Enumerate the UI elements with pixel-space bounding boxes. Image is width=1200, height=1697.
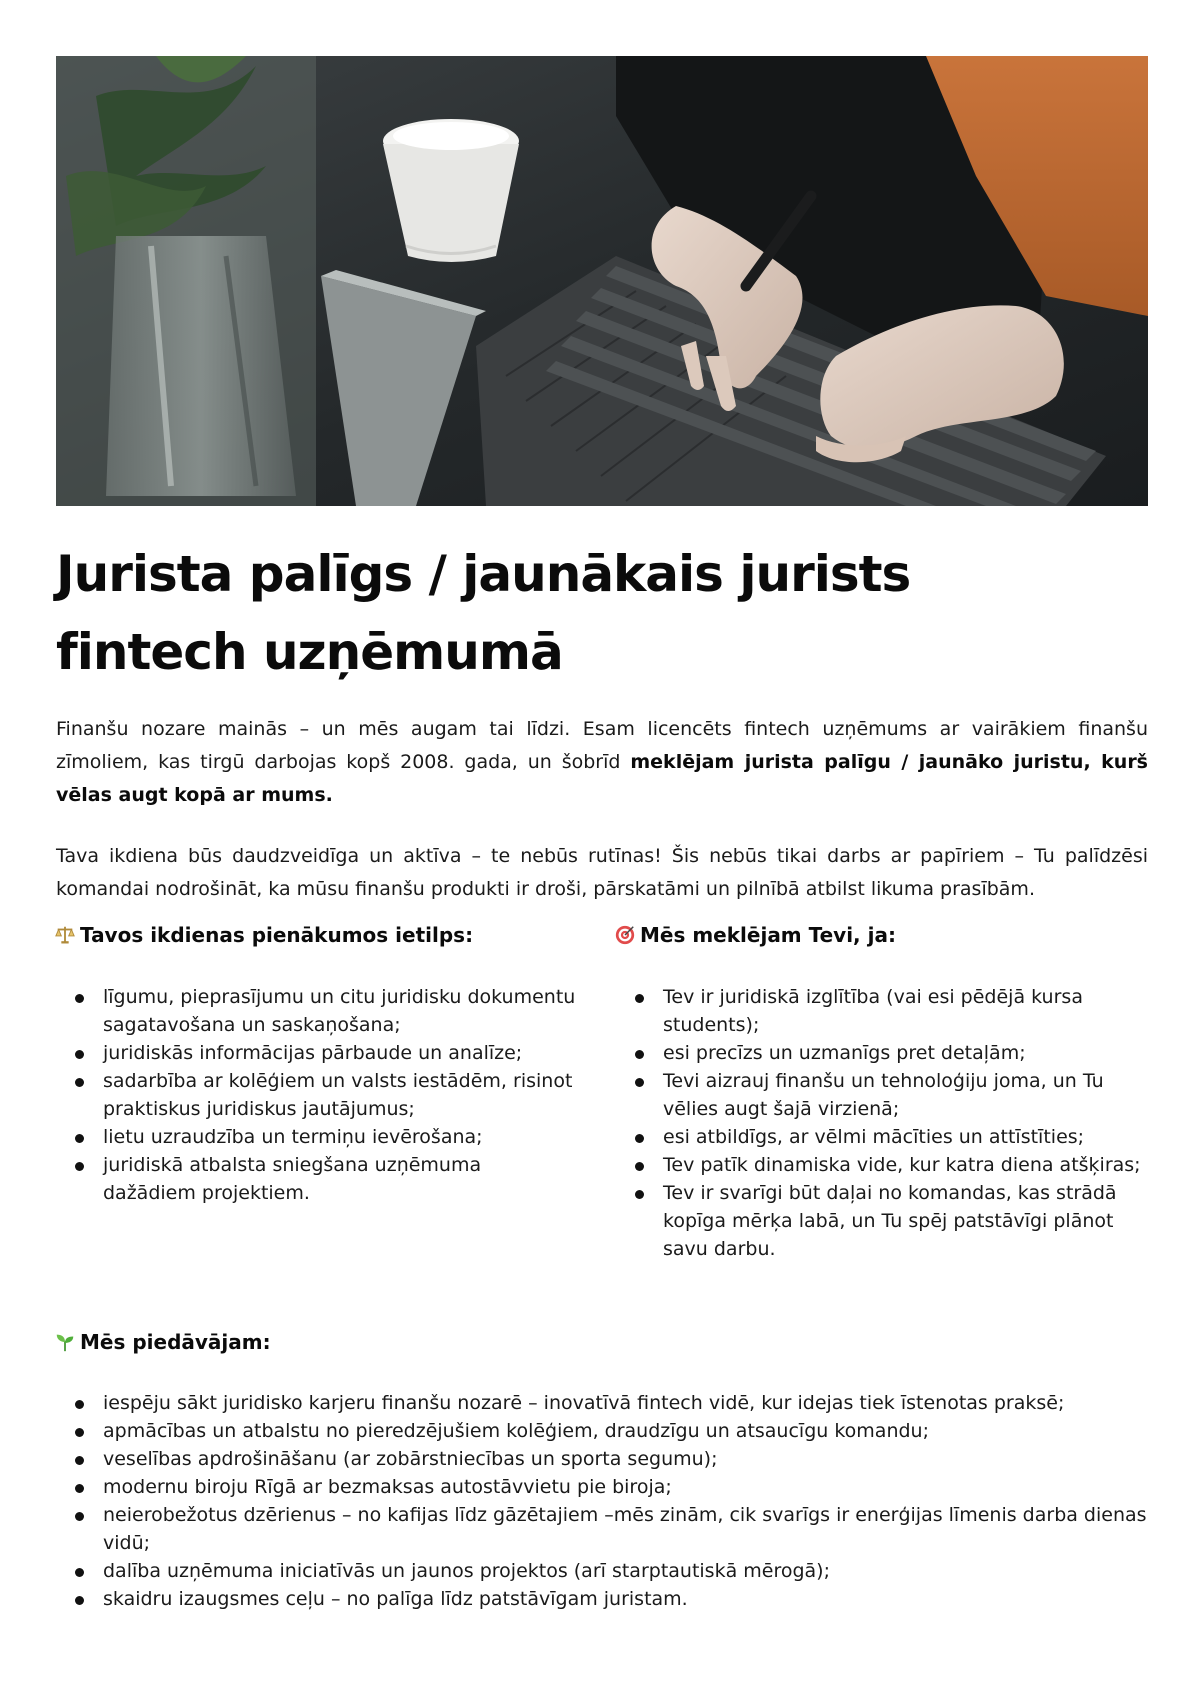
requirements-list	[616, 983, 1156, 1263]
hero-photo	[56, 56, 1148, 506]
list-item: juridiskā atbalsta sniegšana uzņēmuma dažādiem projektiem.	[56, 1151, 576, 1207]
list-item: esi precīzs un uzmanīgs pret detaļām;	[616, 1039, 1156, 1067]
target-icon	[614, 924, 636, 946]
list-item: skaidru izaugsmes ceļu – no palīga līdz patstāvīgam juristam.	[56, 1585, 1148, 1613]
list-item: lietu uzraudzība un termiņu ievērošana;	[56, 1123, 576, 1151]
laptop-typing-illustration	[56, 56, 1148, 506]
page-title	[56, 535, 1148, 691]
seedling-icon	[54, 1331, 76, 1353]
list-item: dalība uzņēmuma iniciatīvās un jaunos projektos (arī starptautiskā mērogā);	[56, 1557, 1148, 1585]
requirements-heading	[614, 920, 896, 950]
list-item: Tev ir svarīgi būt daļai no komandas, kas strādā kopīga mērķa labā, un Tu spēj patstāvīgi plānot savu darbu.	[616, 1179, 1156, 1263]
duties-list	[56, 983, 576, 1207]
duties-heading	[54, 920, 473, 950]
requirements-heading-text: Mēs meklējam Tevi, ja:	[640, 923, 896, 947]
list-item: apmācības un atbalstu no pieredzējušiem kolēģiem, draudzīgu un atsaucīgu komandu;	[56, 1417, 1148, 1445]
intro-text: Finanšu nozare mainās – un mēs augam tai līdzi. Esam licencēts fintech uzņēmums ar vairākiem finanšu zīmoliem, kas tirgū darbojas kopš 2008. gada, un šobrīd	[56, 718, 1148, 773]
offer-heading-text: Mēs piedāvājam:	[80, 1330, 271, 1354]
list-item: sadarbība ar kolēģiem un valsts iestādēm, risinot praktiskus juridiskus jautājumus;	[56, 1067, 576, 1123]
list-item: modernu biroju Rīgā ar bezmaksas autostāvvietu pie biroja;	[56, 1473, 1148, 1501]
offer-heading	[54, 1327, 271, 1357]
intro-highlight: meklējam jurista palīgu / jaunāko juristu, kurš vēlas augt kopā ar mums.	[56, 751, 1148, 806]
intro-paragraph-1	[56, 713, 1148, 812]
list-item: esi atbildīgs, ar vēlmi mācīties un attīstīties;	[616, 1123, 1156, 1151]
list-item: iespēju sākt juridisko karjeru finanšu nozarē – inovatīvā fintech vidē, kur idejas tiek īstenotas praksē;	[56, 1389, 1148, 1417]
list-item: Tev ir juridiskā izglītība (vai esi pēdējā kursa students);	[616, 983, 1156, 1039]
duties-heading-text: Tavos ikdienas pienākumos ietilps:	[80, 923, 474, 947]
list-item: līgumu, pieprasījumu un citu juridisku dokumentu sagatavošana un saskaņošana;	[56, 983, 576, 1039]
balance-scale-icon	[54, 924, 76, 946]
list-item: Tevi aizrauj finanšu un tehnoloģiju joma, un Tu vēlies augt šajā virzienā;	[616, 1067, 1156, 1123]
list-item: Tev patīk dinamiska vide, kur katra diena atšķiras;	[616, 1151, 1156, 1179]
list-item: neierobežotus dzērienus – no kafijas līdz gāzētajiem –mēs zinām, cik svarīgs ir enerģijas līmenis darba dienas vidū;	[56, 1501, 1148, 1557]
title-line-1: Jurista palīgs / jaunākais jurists	[56, 545, 911, 603]
list-item: juridiskās informācijas pārbaude un analīze;	[56, 1039, 576, 1067]
list-item: veselības apdrošināšanu (ar zobārstniecības un sporta segumu);	[56, 1445, 1148, 1473]
title-line-2: fintech uzņēmumā	[56, 623, 563, 681]
offer-list	[56, 1389, 1148, 1613]
intro-paragraph-2: Tava ikdiena būs daudzveidīga un aktīva – te nebūs rutīnas! Šis nebūs tikai darbs ar papīriem – Tu palīdzēsi komandai nodrošināt, ka mūsu finanšu produkti ir droši, pārskatāmi un pilnībā atbilst likuma prasībām.	[56, 845, 1148, 900]
